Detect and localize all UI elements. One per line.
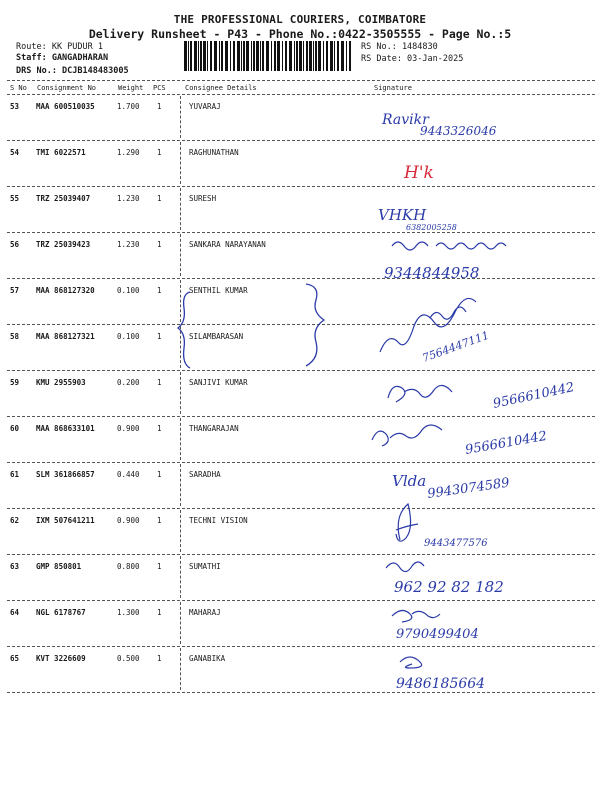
barcode-bar (285, 41, 287, 71)
sig-59-phone: 9566610442 (491, 380, 576, 412)
runsheet-subtitle: Delivery Runsheet - P43 - Phone No.:0422-3505555 - Page No.:5 (88, 27, 512, 41)
row-consignment-no: MAA 868633101 (36, 424, 95, 433)
row-weight: 1.700 (117, 102, 140, 111)
sig-62-phone: 9443477576 (424, 538, 488, 549)
col-weight: Weight (118, 84, 144, 92)
consignee-divider (180, 602, 181, 644)
sig-55-phone: 6382005258 (406, 223, 457, 232)
barcode-bar (194, 41, 197, 71)
row-pcs: 1 (157, 654, 162, 663)
row-consignee: SUMATHI (189, 562, 221, 571)
barcode-bar (184, 41, 187, 71)
barcode-bar (326, 41, 328, 71)
row-sno: 56 (10, 240, 20, 249)
sig-60-scribble (372, 425, 442, 446)
col-signature: Signature (374, 84, 412, 92)
barcode-bar (349, 41, 351, 71)
row-sno: 58 (10, 332, 20, 341)
row-sno: 60 (10, 424, 20, 433)
row-consignee: GANABIKA (189, 654, 226, 663)
row-sno: 64 (10, 608, 20, 617)
sig-65-scribble (400, 657, 422, 668)
consignee-divider (180, 96, 181, 138)
row-pcs: 1 (157, 102, 162, 111)
barcode-bar (337, 41, 339, 71)
col-sno: S No (10, 84, 27, 92)
barcode-bar (330, 41, 333, 71)
row-weight: 0.200 (117, 378, 140, 387)
row-consignee: RAGHUNATHAN (189, 148, 239, 157)
barcode-bar (256, 41, 259, 71)
signature-area (368, 0, 600, 800)
barcode-bar (266, 41, 269, 71)
row-weight: 0.500 (117, 654, 140, 663)
row-sno: 57 (10, 286, 20, 295)
barcode-bar (190, 41, 192, 71)
sig-61-name: Vlda (392, 472, 427, 490)
row-weight: 1.230 (117, 240, 140, 249)
row-consignment-no: SLM 361866857 (36, 470, 95, 479)
row-consignment-no: MAA 868127320 (36, 286, 95, 295)
row-sno: 65 (10, 654, 20, 663)
row-consignee: SENTHIL KUMAR (189, 286, 248, 295)
barcode-bar (315, 41, 317, 71)
row-consignment-no: MAA 600510035 (36, 102, 95, 111)
row-sno: 53 (10, 102, 20, 111)
sig-53-phone: 9443326046 (420, 124, 497, 138)
sig-62-scribble (396, 504, 418, 541)
col-consignment: Consignment No (37, 84, 97, 92)
row-sno: 59 (10, 378, 20, 387)
row-sno: 62 (10, 516, 20, 525)
sig-54-mark: H'k (404, 163, 434, 183)
barcode-bar (299, 41, 302, 71)
barcode-bar (296, 41, 298, 71)
sig-60-phone: 9566610442 (464, 428, 549, 458)
row-pcs: 1 (157, 608, 162, 617)
barcode-bar (294, 41, 295, 71)
barcode-bar (243, 41, 245, 71)
barcode-bar (230, 41, 231, 71)
barcode-bar (309, 41, 312, 71)
row-consignee: SURESH (189, 194, 217, 203)
grouping-brace (300, 280, 340, 370)
row-weight: 0.900 (117, 516, 140, 525)
grouping-brace-left (176, 290, 196, 370)
consignee-divider (180, 648, 181, 690)
barcode-bar (210, 41, 212, 71)
row-consignee: TECHNI VISION (189, 516, 248, 525)
sig-55-name: VHKH (378, 206, 427, 224)
row-consignment-no: KVT 3226609 (36, 654, 86, 663)
row-consignment-no: KMU 2955903 (36, 378, 86, 387)
sig-59-scribble (388, 385, 452, 402)
row-weight: 0.440 (117, 470, 140, 479)
row-consignee: SANJIVI KUMAR (189, 378, 248, 387)
barcode-bar (303, 41, 304, 71)
consignee-divider (180, 510, 181, 552)
consignee-divider (180, 464, 181, 506)
row-pcs: 1 (157, 332, 162, 341)
row-weight: 0.100 (117, 286, 140, 295)
barcode-bar (334, 41, 335, 71)
barcode-bar (241, 41, 242, 71)
row-weight: 1.230 (117, 194, 140, 203)
barcode-bar (251, 41, 252, 71)
row-weight: 1.300 (117, 608, 140, 617)
row-pcs: 1 (157, 424, 162, 433)
row-sno: 63 (10, 562, 20, 571)
sig-65-phone: 9486185664 (396, 676, 486, 692)
row-weight: 0.900 (117, 424, 140, 433)
barcode-bar (219, 41, 220, 71)
barcode-bar (289, 41, 292, 71)
row-pcs: 1 (157, 470, 162, 479)
barcode-bar (313, 41, 314, 71)
sig-56-phone: 9344844958 (384, 264, 480, 282)
barcode-bar (188, 41, 189, 71)
consignee-divider (180, 234, 181, 276)
col-consignee: Consignee Details (185, 84, 257, 92)
barcode-bar (214, 41, 217, 71)
barcode-bar (221, 41, 223, 71)
barcode-bar (277, 41, 280, 71)
rs-date: RS Date: 03-Jan-2025 (361, 54, 464, 64)
sig-63-phone: 962 92 82 182 (394, 578, 504, 596)
barcode-bar (262, 41, 264, 71)
sig-56-scribble (392, 242, 506, 250)
barcode-bar (253, 41, 255, 71)
row-pcs: 1 (157, 378, 162, 387)
barcode-bar (306, 41, 308, 71)
row-consignment-no: MAA 868127321 (36, 332, 95, 341)
barcode-bar (282, 41, 283, 71)
row-pcs: 1 (157, 516, 162, 525)
row-weight: 1.290 (117, 148, 140, 157)
row-consignment-no: TRZ 25039423 (36, 240, 91, 249)
row-consignee: YUVARAJ (189, 102, 221, 111)
row-consignment-no: GMP 850801 (36, 562, 82, 571)
row-pcs: 1 (157, 286, 162, 295)
company-title: THE PROFESSIONAL COURIERS, COIMBATORE (173, 13, 427, 26)
barcode-bar (271, 41, 272, 71)
barcode-bar (341, 41, 344, 71)
staff-text: Staff: GANGADHARAN (16, 53, 109, 63)
barcode-bar (346, 41, 347, 71)
row-sno: 61 (10, 470, 20, 479)
barcode-bar (260, 41, 261, 71)
sig-64-scribble (392, 610, 440, 622)
row-consignee: THANGARAJAN (189, 424, 239, 433)
barcode-bar (198, 41, 199, 71)
barcode-bar (200, 41, 202, 71)
sig-63-scribble (386, 562, 424, 572)
row-pcs: 1 (157, 562, 162, 571)
row-sno: 54 (10, 148, 20, 157)
row-sno: 55 (10, 194, 20, 203)
sig-64-phone: 9790499404 (396, 627, 479, 642)
row-pcs: 1 (157, 148, 162, 157)
barcode-bar (203, 41, 206, 71)
barcode-bar (237, 41, 240, 71)
row-consignment-no: TMI 6022571 (36, 148, 86, 157)
barcode-bar (246, 41, 249, 71)
row-consignee: SARADHA (189, 470, 221, 479)
row-weight: 0.100 (117, 332, 140, 341)
row-consignee: MAHARAJ (189, 608, 221, 617)
row-pcs: 1 (157, 194, 162, 203)
barcode (184, 41, 354, 71)
row-consignee: SANKARA NARAYANAN (189, 240, 266, 249)
rs-number: RS No.: 1484830 (361, 42, 438, 52)
barcode-bar (225, 41, 228, 71)
row-weight: 0.800 (117, 562, 140, 571)
barcode-bar (318, 41, 321, 71)
consignee-divider (180, 556, 181, 598)
row-consignee: SILAMBARASAN (189, 332, 244, 341)
sig-53-name: Ravikr (382, 112, 429, 128)
barcode-bar (274, 41, 276, 71)
barcode-bar (233, 41, 235, 71)
drs-number: DRS No.: DCJB148483005 (16, 66, 129, 76)
barcode-bar (207, 41, 208, 71)
sig-61-phone: 9943074589 (426, 475, 511, 502)
row-consignment-no: TRZ 25039407 (36, 194, 91, 203)
consignee-divider (180, 142, 181, 184)
barcode-bar (323, 41, 324, 71)
consignee-divider (180, 372, 181, 414)
consignee-divider (180, 418, 181, 460)
col-pcs: PCS (153, 84, 166, 92)
row-pcs: 1 (157, 240, 162, 249)
row-consignment-no: NGL 6178767 (36, 608, 86, 617)
sig-58-phone: 7564447111 (420, 328, 491, 365)
route-text: Route: KK PUDUR 1 (16, 42, 103, 52)
consignee-divider (180, 188, 181, 230)
row-consignment-no: IXM 507641211 (36, 516, 95, 525)
